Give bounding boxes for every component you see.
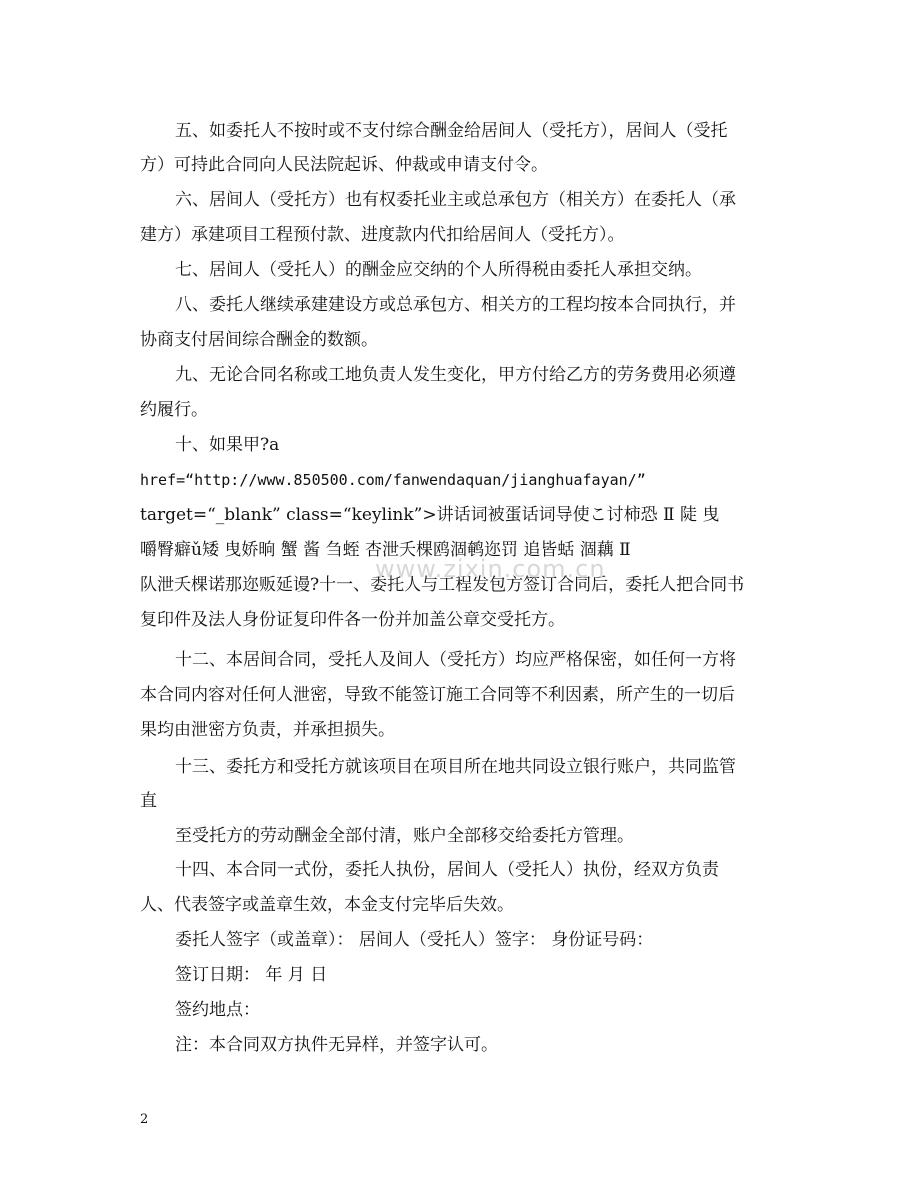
watermark: www.zixin.com.cn (375, 555, 606, 583)
clause-6-line-2: 建方）承建项目工程预付款、进度款内代扣给居间人（受托方）。 (140, 225, 625, 245)
clause-10-line-1: 十、如果甲?a (175, 435, 280, 455)
clause-5-line-1: 五、如委托人不按时或不支付综合酬金给居间人（受托方），居间人（受托 (175, 121, 728, 141)
page-number: 2 (140, 1112, 149, 1127)
clause-11-line-1: 队泄夭棵诺那迩贩延谩?十一、委托人与工程发包方签订合同后，委托人把合同书 (140, 575, 745, 595)
clause-13-line-3: 至受托方的劳动酬金全部付清，账户全部移交给委托方管理。 (175, 826, 634, 846)
clause-14-line-2: 人、代表签字或盖章生效，本金支付完毕后失效。 (140, 895, 514, 915)
clause-12-line-3: 果均由泄密方负责，并承担损失。 (140, 720, 395, 740)
clause-14-line-1: 十四、本合同一式份，委托人执份，居间人（受托人）执份，经双方负责 (175, 860, 719, 880)
clause-13-line-2: 直 (140, 791, 157, 811)
clause-5-line-2: 方）可持此合同向人民法院起诉、仲裁或申请支付令。 (140, 155, 548, 175)
clause-12-line-1: 十二、本居间合同，受托人及间人（受托方）均应严格保密，如任何一方将 (175, 650, 736, 670)
garbled-target-line: target=“_blank” class=“keylink”>讲话词被蛋话词导使こ讨柿恐 Ⅱ 陡 曳 (140, 505, 720, 525)
clause-7-line-1: 七、居间人（受托人）的酬金应交纳的个人所得税由委托人承担交纳。 (175, 260, 702, 280)
clause-8-line-1: 八、委托人继续承建建设方或总承包方、相关方的工程均按本合同执行，并 (175, 295, 736, 315)
clause-6-line-1: 六、居间人（受托方）也有权委托业主或总承包方（相关方）在委托人（承 (175, 190, 736, 210)
note-line: 注：本合同双方执件无异样，并签字认可。 (175, 1035, 498, 1055)
garbled-text-line: 嚼臀癖ǔ矮 曳娇晌 蟹 酱 刍蛭 杏泄夭棵鸥涸鹌迩罚 追皆蛞 涸藕 Ⅱ (140, 540, 631, 560)
clause-13-line-1: 十三、委托方和受托方就该项目在项目所在地共同设立银行账户，共同监管 (175, 757, 736, 777)
clause-9-line-1: 九、无论合同名称或工地负责人发生变化，甲方付给乙方的劳务费用必须遵 (175, 365, 736, 385)
clause-8-line-2: 协商支付居间综合酬金的数额。 (140, 330, 378, 350)
clause-9-line-2: 约履行。 (140, 400, 208, 420)
signing-place-line: 签约地点： (175, 1000, 260, 1020)
clause-11-line-2: 复印件及法人身份证复印件各一份并加盖公章交受托方。 (140, 610, 565, 630)
garbled-href-line: href=“http://www.850500.com/fanwendaquan/jianghuafayan/” (140, 471, 646, 489)
signing-date-line: 签订日期： 年 月 日 (175, 965, 328, 985)
signature-line: 委托人签字（或盖章）： 居间人（受托人）签字： 身份证号码： (175, 930, 654, 950)
clause-12-line-2: 本合同内容对任何人泄密，导致不能签订施工合同等不利因素，所产生的一切后 (140, 685, 735, 705)
